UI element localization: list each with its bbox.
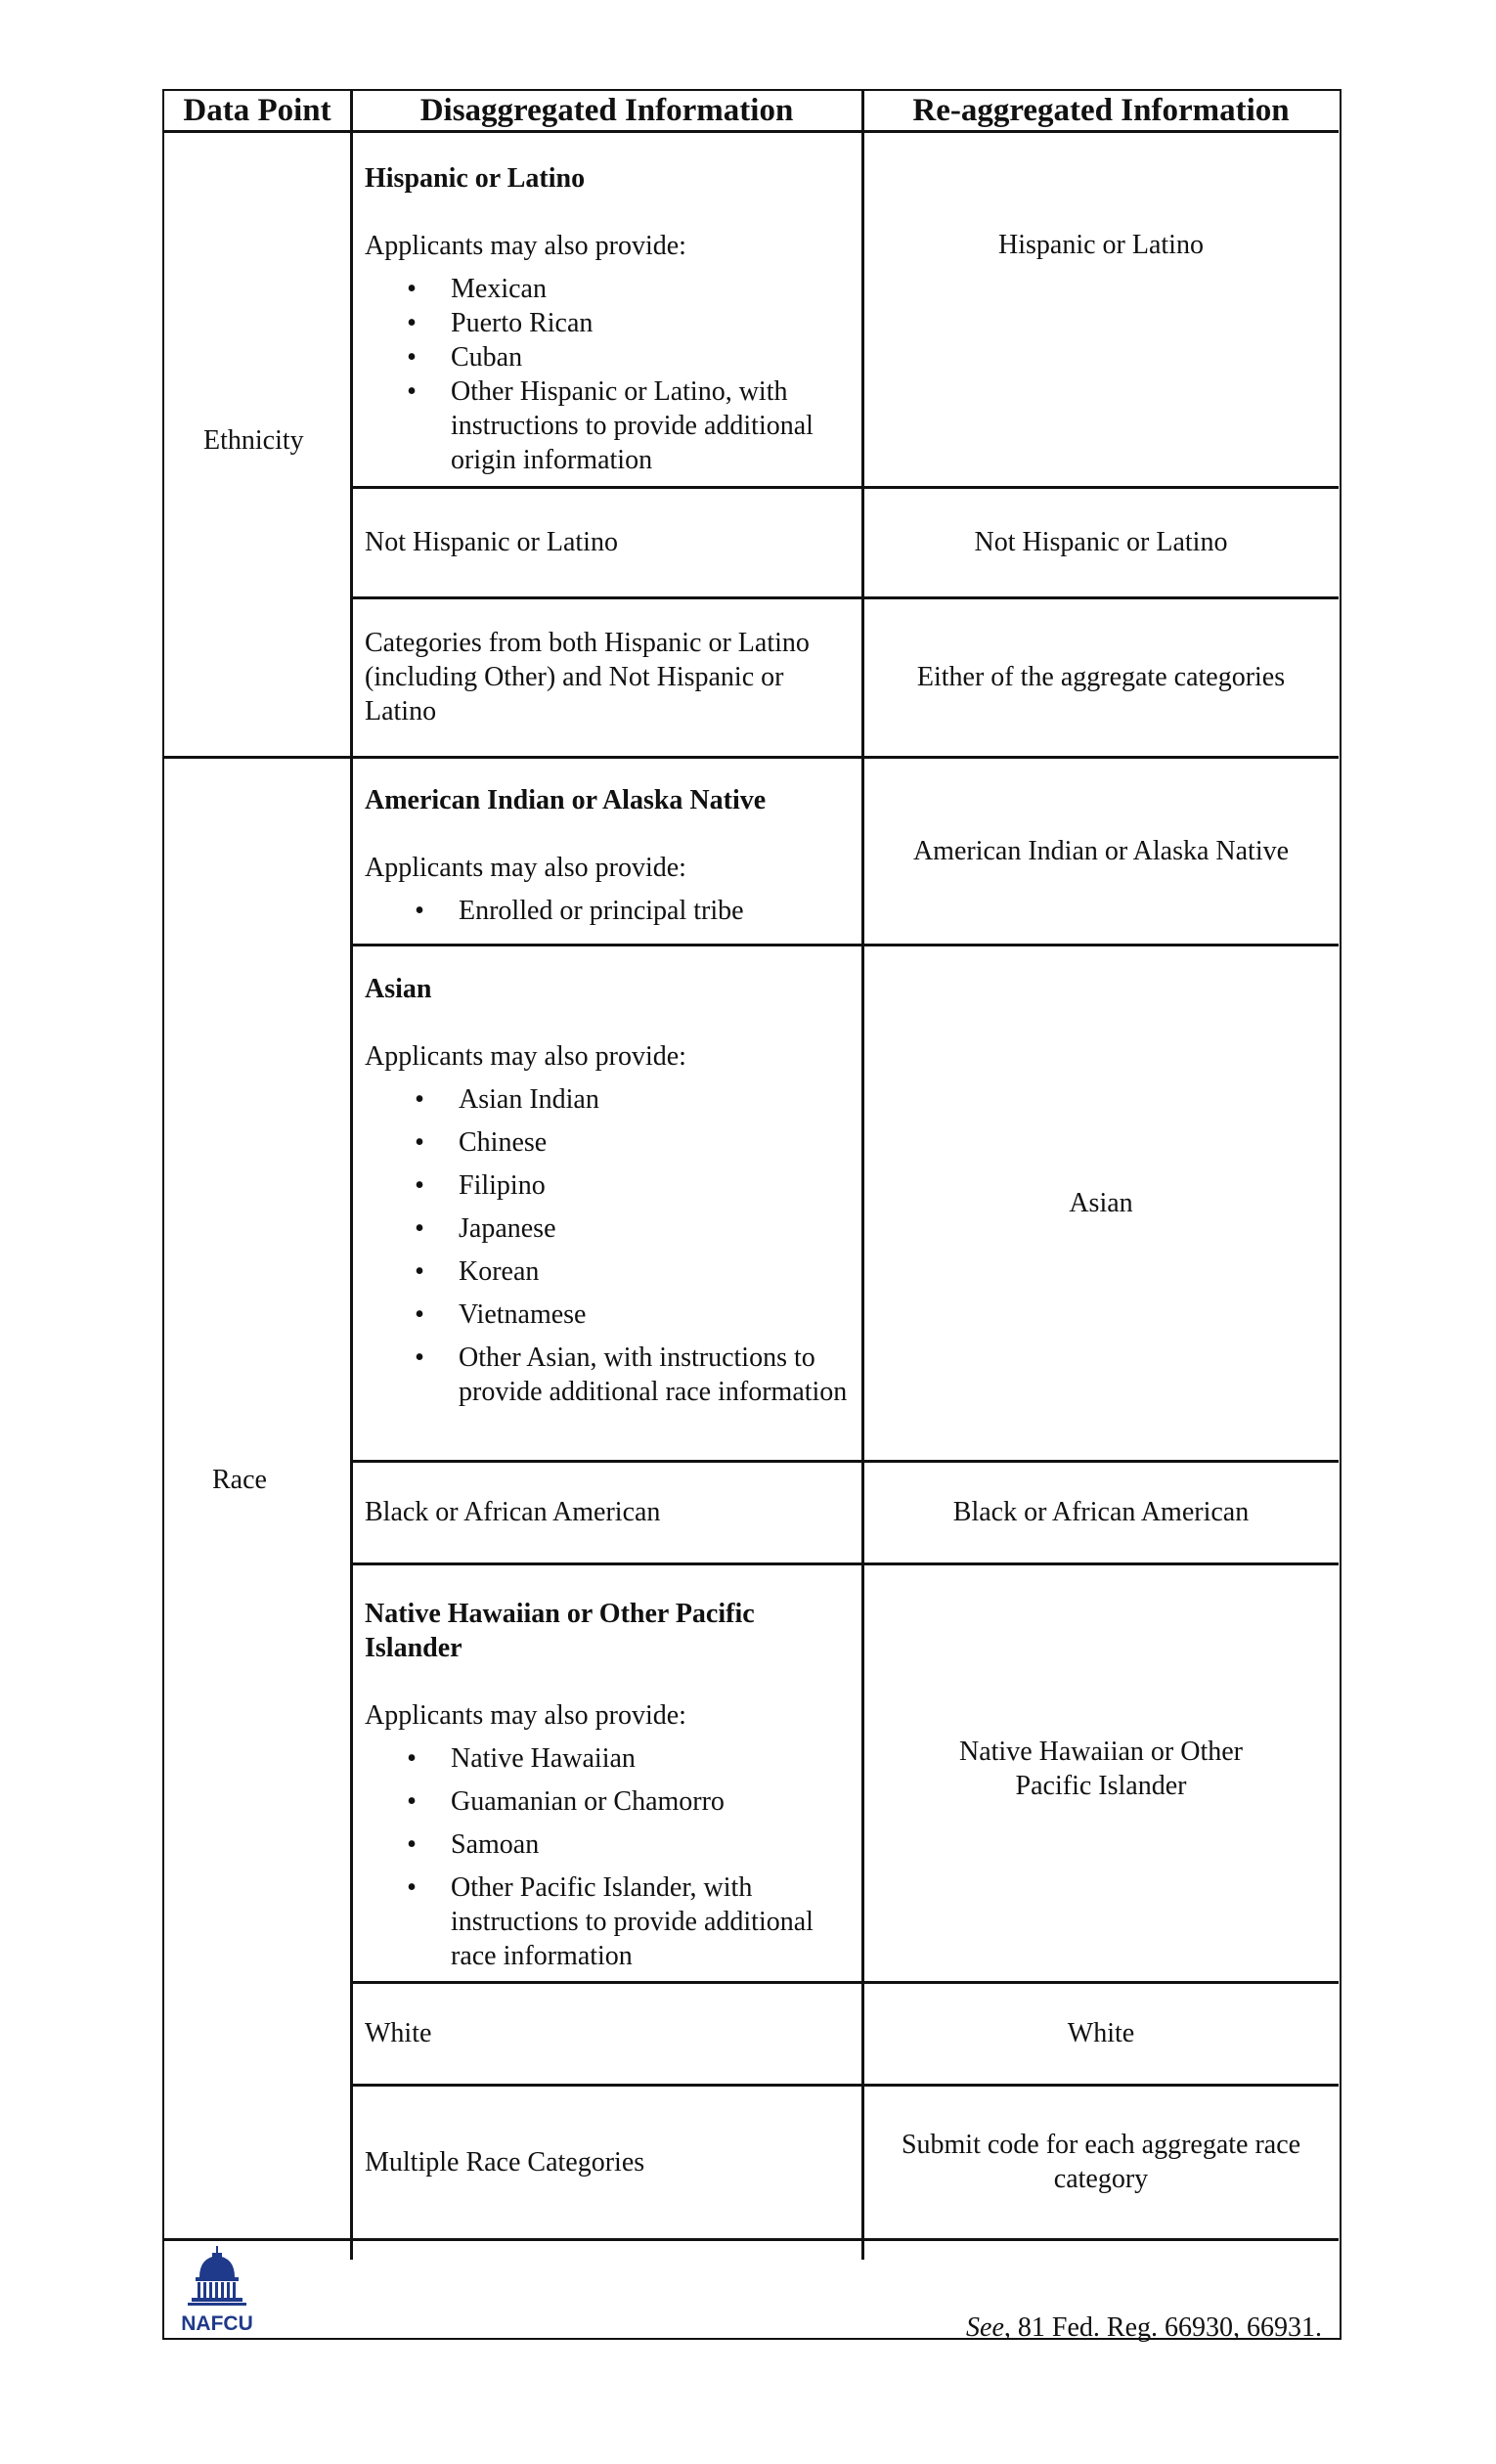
subcategory-list bbox=[365, 894, 850, 937]
category-title: Native Hawaiian or Other Pacific Islander bbox=[365, 1599, 755, 1663]
svg-text:NAFCU: NAFCU bbox=[181, 2312, 253, 2335]
header-reaggregated: Re-aggregated Information bbox=[912, 93, 1290, 128]
list-item: • Native Hawaiian bbox=[407, 1743, 636, 1774]
list-item: • Other Asian, with instructions to provide additional race information bbox=[415, 1342, 848, 1407]
cell-hispanic-reaggregated: Hispanic or Latino bbox=[998, 230, 1204, 260]
citation-reference: , 81 Fed. Reg. 66930, 66931. bbox=[1003, 2312, 1322, 2343]
cell-both-categories-reaggregated: Either of the aggregate categories bbox=[916, 662, 1286, 692]
list-item: • Chinese bbox=[415, 1127, 548, 1158]
list-item: • Guamanian or Chamorro bbox=[407, 1786, 725, 1817]
subcategory-list bbox=[365, 1082, 850, 1418]
intro-text: Applicants may also provide: bbox=[365, 1700, 686, 1731]
list-item: • Other Hispanic or Latino, with instructions to provide additional origin information bbox=[407, 376, 814, 475]
list-item: • Samoan bbox=[407, 1829, 540, 1860]
list-item: • Vietnamese bbox=[415, 1299, 587, 1330]
cell-nhpi-disaggregated bbox=[352, 1564, 861, 1981]
cell-multiple-reaggregated: Submit code for each aggregate race category bbox=[901, 2130, 1301, 2194]
category-title: Asian bbox=[365, 974, 432, 1004]
list-item: • Enrolled or principal tribe bbox=[415, 896, 744, 926]
cell-asian-reaggregated: Asian bbox=[1069, 1187, 1133, 1218]
list-item: • Cuban bbox=[407, 342, 523, 373]
cell-both-categories-disaggregated: Categories from both Hispanic or Latino (including Other) and Not Hispanic or Latino bbox=[365, 628, 810, 726]
list-item: • Asian Indian bbox=[415, 1084, 599, 1115]
cell-black-disaggregated: Black or African American bbox=[365, 1497, 661, 1527]
cell-not-hispanic-reaggregated: Not Hispanic or Latino bbox=[974, 527, 1228, 557]
cell-hispanic-disaggregated bbox=[352, 133, 861, 486]
category-title: Hispanic or Latino bbox=[365, 163, 586, 194]
list-item: • Korean bbox=[415, 1256, 540, 1287]
cell-aian-reaggregated: American Indian or Alaska Native bbox=[912, 835, 1290, 866]
nafcu-logo bbox=[176, 2244, 274, 2337]
intro-text: Applicants may also provide: bbox=[365, 231, 686, 261]
list-item: • Puerto Rican bbox=[407, 308, 594, 338]
intro-text: Applicants may also provide: bbox=[365, 1041, 686, 1072]
list-item: • Japanese bbox=[415, 1213, 556, 1244]
category-title: American Indian or Alaska Native bbox=[365, 785, 767, 815]
cell-white-reaggregated: White bbox=[1067, 2018, 1135, 2048]
cell-multiple-disaggregated: Multiple Race Categories bbox=[365, 2146, 645, 2178]
list-item: • Mexican bbox=[407, 274, 547, 304]
data-table bbox=[162, 89, 1342, 2340]
header-disaggregated: Disaggregated Information bbox=[419, 93, 794, 128]
cell-white-disaggregated: White bbox=[365, 2018, 432, 2048]
subcategory-list bbox=[365, 272, 850, 477]
cell-asian-disaggregated bbox=[352, 946, 861, 1460]
footer-rule bbox=[164, 2238, 1339, 2241]
cell-black-reaggregated: Black or African American bbox=[952, 1497, 1250, 1527]
subcategory-list bbox=[365, 1741, 850, 1973]
list-item: • Filipino bbox=[415, 1170, 546, 1201]
data-point-ethnicity: Ethnicity bbox=[203, 425, 304, 456]
list-item: • Other Pacific Islander, with instructions to provide additional race information bbox=[407, 1872, 814, 1971]
citation-see: See bbox=[966, 2312, 1004, 2343]
intro-text: Applicants may also provide: bbox=[365, 853, 686, 883]
cell-not-hispanic-disaggregated: Not Hispanic or Latino bbox=[365, 527, 618, 557]
cell-aian-disaggregated bbox=[352, 758, 861, 944]
citation bbox=[966, 2312, 1322, 2344]
cell-nhpi-reaggregated: Native Hawaiian or Other Pacific Islander bbox=[959, 1737, 1243, 1801]
header-data-point: Data Point bbox=[183, 93, 331, 128]
data-point-race: Race bbox=[212, 1465, 267, 1495]
